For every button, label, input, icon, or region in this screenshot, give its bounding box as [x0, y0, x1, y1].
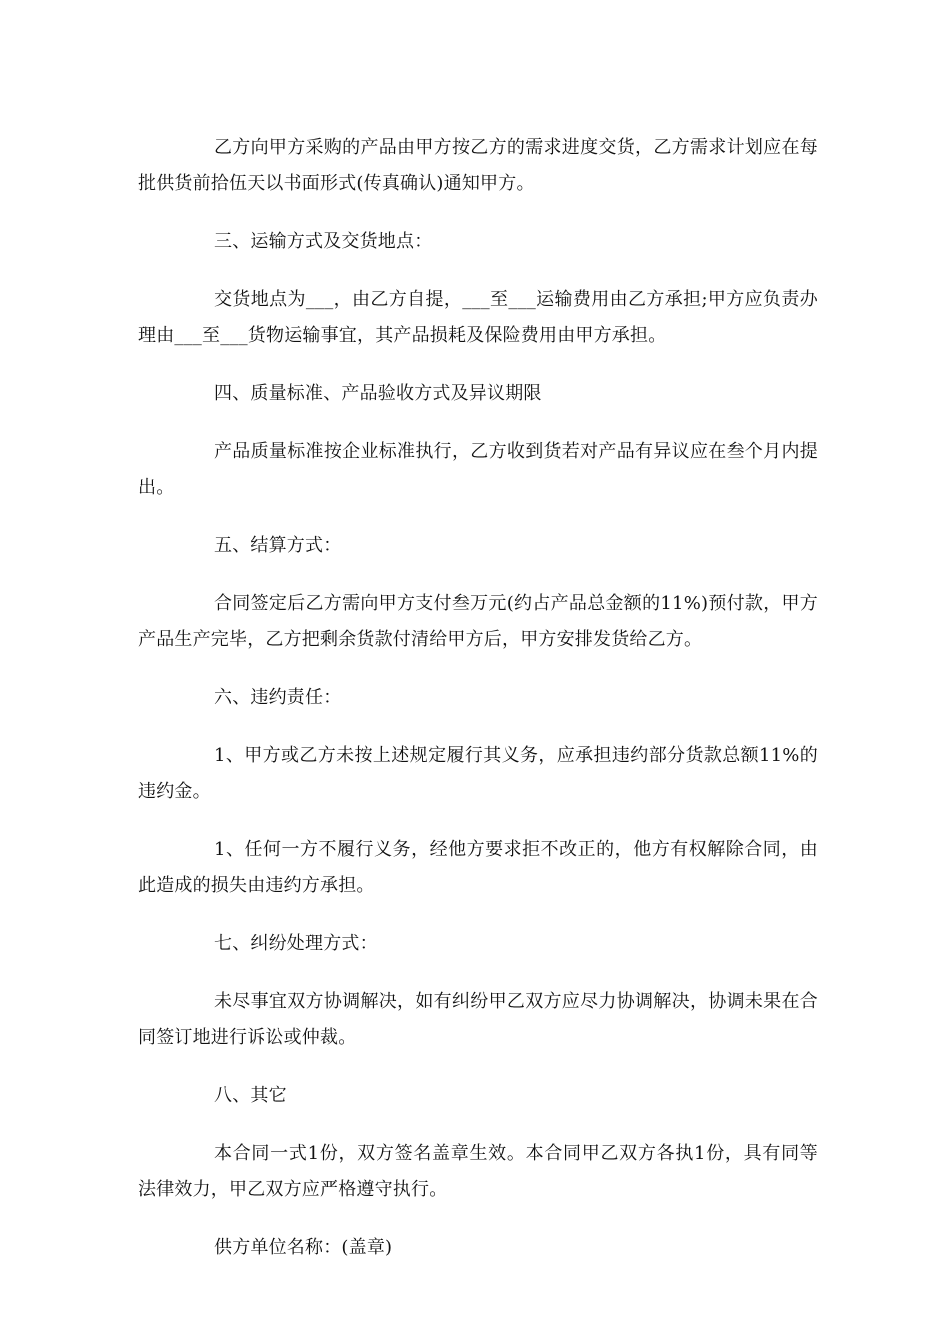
paragraph-settlement: 合同签定后乙方需向甲方支付叁万元(约占产品总金额的11%)预付款，甲方产品生产完毕，乙方把剩余货款付清给甲方后，甲方安排发货给乙方。 [138, 593, 818, 650]
paragraph-delivery-schedule: 乙方向甲方采购的产品由甲方按乙方的需求进度交货，乙方需求计划应在每批供货前拾伍天以书面形式(传真确认)通知甲方。 [138, 137, 818, 194]
paragraph-dispute: 未尽事宜双方协调解决，如有纠纷甲乙双方应尽力协调解决，协调未果在合同签订地进行诉讼或仲裁。 [138, 991, 818, 1048]
supplier-signature-line: 供方单位名称：(盖章) [214, 1237, 393, 1258]
paragraph-other: 本合同一式1份，双方签名盖章生效。本合同甲乙双方各执1份，具有同等法律效力，甲乙双方应严格遵守执行。 [138, 1143, 818, 1200]
document-body [138, 130, 818, 1288]
paragraph-liability-1: 1、甲方或乙方未按上述规定履行其义务，应承担违约部分货款总额11%的违约金。 [138, 745, 818, 802]
section-heading-quality: 四、质量标准、产品验收方式及异议期限 [214, 383, 542, 404]
paragraph-liability-2: 1、任何一方不履行义务，经他方要求拒不改正的，他方有权解除合同，由此造成的损失由违约方承担。 [138, 839, 818, 896]
paragraph-delivery-location: 交货地点为___，由乙方自提，___至___运输费用由乙方承担;甲方应负责办理由___至___货物运输事宜，其产品损耗及保险费用由甲方承担。 [138, 289, 818, 346]
section-heading-liability: 六、违约责任： [214, 687, 342, 708]
section-heading-dispute: 七、纠纷处理方式： [214, 933, 378, 954]
section-heading-settlement: 五、结算方式： [214, 535, 342, 556]
paragraph-quality-standard: 产品质量标准按企业标准执行，乙方收到货若对产品有异议应在叁个月内提出。 [138, 441, 818, 498]
section-heading-transport: 三、运输方式及交货地点： [214, 231, 433, 252]
section-heading-other: 八、其它 [214, 1085, 287, 1106]
